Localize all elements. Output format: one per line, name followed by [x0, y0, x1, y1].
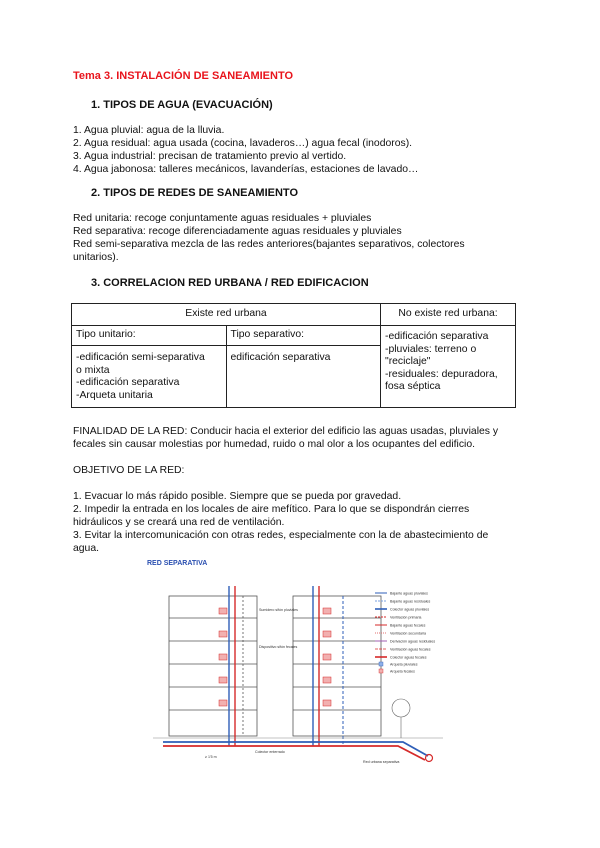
- legend-item: Ventilación primaria: [390, 615, 422, 620]
- section3-heading: 3. CORRELACION RED URBANA / RED EDIFICACION: [91, 277, 369, 289]
- cell-line: -pluviales: terreno o: [385, 343, 477, 355]
- list-item: 4. Agua jabonosa: talleres mecánicos, lavanderías, estaciones de lavado…: [73, 164, 419, 175]
- list-item: 1. Agua pluvial: agua de la lluvia.: [73, 125, 225, 136]
- colector-fecales: [163, 746, 425, 760]
- legend-item: Arqueta pluviales: [390, 662, 418, 667]
- cell-line: -edificación separativa: [76, 377, 180, 388]
- objetivo-heading: OBJETIVO DE LA RED:: [73, 465, 185, 476]
- objetivo-line: agua.: [73, 543, 100, 554]
- cell-line: o mixta: [76, 364, 110, 376]
- cell-line: -residuales: depuradora,: [385, 368, 498, 380]
- colector-pluviales: [163, 742, 428, 756]
- label-colector-enterrado: Colector enterrado: [255, 750, 285, 754]
- objetivo-line: 1. Evacuar lo más rápido posible. Siempre que se pueda por gravedad.: [73, 491, 402, 502]
- legend-item: Arqueta fecales: [390, 669, 415, 674]
- legend-item: Ventilación secundaria: [390, 631, 426, 636]
- label-sumidero: Sumidero sifón pluviales: [259, 608, 298, 612]
- list-item: 2. Agua residual: agua usada (cocina, lavaderos…) agua fecal (inodoros).: [73, 138, 413, 149]
- label-red-separativa: Red urbana separativa: [363, 760, 400, 764]
- cell-line: -edificación separativa: [385, 331, 489, 342]
- legend-item: Bajante aguas residuales: [390, 599, 431, 604]
- legend-item: Bajante aguas pluviales: [390, 591, 428, 596]
- objetivo-line: 2. Impedir la entrada en los locales de aire mefítico. Para lo que se dispondrán cierres: [73, 504, 470, 515]
- legend-item: Bajante aguas fecales: [390, 623, 426, 628]
- label-dispositivo: Dispositivo sifón fecales: [259, 645, 298, 649]
- no-existe-cell: [381, 326, 516, 408]
- text-line: Red semi-separativa mezcla de las redes anteriores(bajantes separativos, colectores: [73, 239, 465, 250]
- red-urbana-node: [426, 755, 433, 762]
- unitario-cell: [72, 346, 227, 408]
- legend-item: Colector aguas fecales: [390, 655, 427, 660]
- right-building: [293, 596, 381, 736]
- tree: [392, 699, 410, 738]
- finalidad-line: FINALIDAD DE LA RED: Conducir hacia el exterior del edificio las aguas usadas, pluviales y: [73, 426, 499, 437]
- label-cota: ≥ 1'5 m: [205, 755, 217, 759]
- legend-item: Ventilación aguas fecales: [390, 647, 431, 652]
- cell-line: -Arqueta unitaria: [76, 389, 153, 401]
- cell-line: "reciclaje": [385, 356, 431, 367]
- finalidad-line: fecales sin causar molestias por humedad, ruido o mal olor a los ocupantes del edificio.: [73, 439, 475, 450]
- legend: [375, 592, 435, 674]
- correlation-table: [71, 303, 516, 408]
- cell-line: fosa séptica: [385, 381, 441, 392]
- list-item: 3. Agua industrial: precisan de tratamiento previo al vertido.: [73, 151, 347, 162]
- page-title: Tema 3. INSTALACIÓN DE SANEAMIENTO: [73, 70, 294, 82]
- text-line: Red unitaria: recoge conjuntamente aguas residuales + pluviales: [73, 213, 372, 224]
- tipo-unitario: Tipo unitario:: [72, 326, 227, 346]
- objetivo-line: 3. Evitar la intercomunicación con otras redes, especialmente con la de abastecimiento de: [73, 530, 489, 541]
- legend-item: Derivación aguas residuales: [390, 639, 436, 644]
- fixtures: [219, 608, 331, 706]
- text-line: unitarios).: [73, 252, 119, 263]
- header-existe: Existe red urbana: [72, 304, 381, 326]
- tipo-separativo: Tipo separativo:: [226, 326, 381, 346]
- text-line: Red separativa: recoge diferenciadamente aguas residuales y pluviales: [73, 226, 402, 237]
- legend-item: Colector aguas pluviales: [390, 607, 430, 612]
- left-building: [169, 596, 257, 736]
- section2-heading: 2. TIPOS DE REDES DE SANEAMIENTO: [91, 187, 299, 199]
- objetivo-line: hidráulicos y se creará una red de ventilación.: [73, 517, 285, 528]
- separativo-cell: edificación separativa: [226, 346, 381, 408]
- red-separativa-diagram: [143, 556, 453, 766]
- section1-heading: 1. TIPOS DE AGUA (EVACUACIÓN): [91, 99, 273, 111]
- header-no-existe: No existe red urbana:: [381, 304, 516, 326]
- diagram-title: RED SEPARATIVA: [147, 560, 208, 567]
- cell-line: -edificación semi-separativa: [76, 352, 205, 363]
